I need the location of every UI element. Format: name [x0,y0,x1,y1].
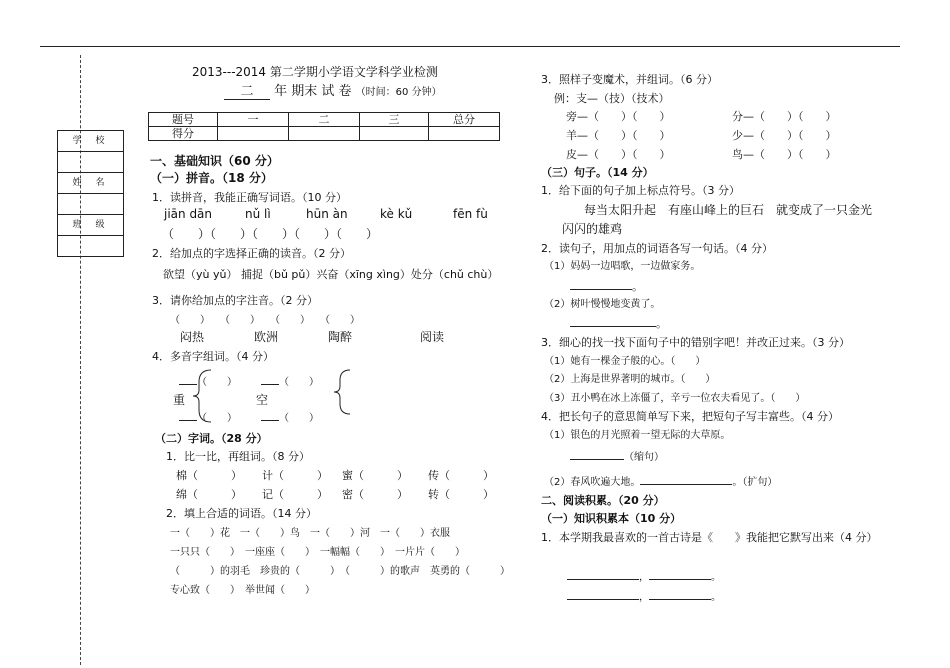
pinyin-answer-blanks[interactable]: （ ）（ ）（ ）（ ）（ ） [162,227,379,241]
typo-1[interactable]: （1）她有一棵金子般的心。（ ） [544,356,706,367]
poem-line-2[interactable]: ， 。 [567,588,721,603]
polyphone-blank[interactable]: （ ） [261,373,319,388]
transform-example: 例：支—（技）（技术） [554,92,670,105]
name-label: 姓名 [58,173,123,194]
compare-item[interactable]: 传（ ） [428,469,494,482]
rewrite-1-hint: （缩句） [624,452,664,463]
class-label: 班级 [58,215,123,236]
transform-item[interactable]: 鸟—（ ）（ ） [732,148,837,161]
exam-subtitle [224,80,442,100]
q-compare: 1．比一比，再组词。（8 分） [166,450,310,463]
typo-3[interactable]: （3）丑小鸭在冰上冻僵了，辛亏一位农夫看见了。（ ） [544,393,806,404]
q-make-sentence: 2．读句子，用加点的词语各写一句话。（4 分） [541,242,773,255]
school-field[interactable] [58,152,123,173]
pronunciation-items: 欲望（yù yǔ） 捕捉（bǔ pǔ）兴奋（xīng xìng）处分（chǔ chù） [163,268,499,281]
q-poem: 1．本学期我最喜欢的一首古诗是《 》我能把它默写出来（4 分） [541,531,878,544]
top-rule [40,46,900,47]
q-pinyin-write: 1．读拼音，我能正确写词语。（10 分） [152,191,347,204]
transform-item[interactable]: 少—（ ）（ ） [732,129,837,142]
pinyin-1: jiān dān [164,207,213,221]
pinyin-5: fēn fù [453,207,488,221]
score-header-cell: 总分 [429,113,500,127]
punctuation-text-1: 每当太阳升起 有座山峰上的巨石 就变成了一只金光 [584,203,873,217]
pinyin-4: kè kǔ [380,207,413,221]
poem-line-1[interactable]: ， 。 [567,568,721,583]
pinyin-3: hūn àn [306,207,348,221]
annotate-word-3: 陶醉 [328,330,353,344]
subsection-knowledge: （一）知识积累本（10 分） [541,512,682,525]
annotate-word-1: 闷热 [180,330,205,344]
score-header-cell: 三 [360,113,429,127]
q-rewrite: 4．把长句子的意思简单写下来，把短句子写丰富些。（4 分） [541,410,839,423]
section-reading: 二、阅读积累。（20 分） [541,494,665,507]
score-header-cell: 一 [218,113,289,127]
score-table [148,112,500,141]
q-fill-words: 2．填上合适的词语。（14 分） [166,507,317,520]
class-field[interactable] [58,236,123,256]
transform-item[interactable]: 分—（ ）（ ） [732,110,837,123]
polyphone-blank[interactable]: （ ） [261,409,319,424]
make-sentence-1: （1）妈妈一边唱歌，一边做家务。 [544,261,701,272]
score-header-cell: 题号 [149,113,218,127]
annotate-blanks[interactable]: （ ） （ ） （ ） （ ） [170,315,360,326]
q-polyphone: 4．多音字组词。（4 分） [152,350,274,363]
fill-row-1[interactable]: 一（ ）花 一（ ）鸟 一（ ）河 一（ ）衣服 [170,528,450,539]
q-pronunciation: 2．给加点的字选择正确的读音。（2 分） [152,247,351,260]
transform-item[interactable]: 旁—（ ）（ ） [566,110,671,123]
rewrite-1-answer[interactable] [570,448,664,463]
make-sentence-2: （2）树叶慢慢地变黄了。 [544,299,661,310]
score-cell[interactable] [218,127,289,141]
transform-item[interactable]: 皮—（ ）（ ） [566,148,671,161]
brace-right [328,368,358,416]
subsection-pinyin: （一）拼音。（18 分） [150,171,273,185]
typo-2[interactable]: （2）上海是世界著明的城市。（ ） [544,374,716,385]
q-punctuation: 1．给下面的句子加上标点符号。（3 分） [541,184,740,197]
subsection-words: （二）字词。（28 分） [155,432,268,445]
exam-time: （时间：60 分钟） [355,87,442,98]
answer-line-1[interactable]: 。 [570,278,643,294]
transform-item[interactable]: 羊—（ ）（ ） [566,129,671,142]
q-annotate: 3．请你给加点的字注音。（2 分） [152,294,318,307]
score-header-cell: 二 [289,113,360,127]
fill-row-3[interactable]: （ ）的羽毛 珍贵的（ ） （ ）的歌声 英勇的（ ） [170,566,510,577]
polyphone-char-1: 重 [173,393,186,407]
answer-line-2[interactable]: 。 [570,315,667,331]
compare-item[interactable]: 棉（ ） [176,469,242,482]
punctuation-text-2: 闪闪的雄鸡 [562,222,623,236]
section-basic: 一、基础知识（60 分） [150,154,279,168]
q-transform: 3．照样子变魔术，并组词。（6 分） [541,73,718,86]
rewrite-2[interactable]: （2）春风吹遍大地。 。（扩句） [544,477,778,488]
compare-item[interactable]: 计（ ） [262,469,328,482]
polyphone-blank[interactable]: （ ） [179,373,237,388]
fill-row-4[interactable]: 专心致（ ） 举世闻（ ） [170,585,315,596]
pinyin-2: nǔ lì [245,207,271,221]
rewrite-2-hint: 。（扩句） [732,477,778,488]
compare-item[interactable]: 蜜（ ） [342,469,408,482]
exam-title: 2013---2014 第二学期小学语文学科学业检测 [192,65,438,79]
grade: 二 [224,80,270,100]
annotate-word-4: 阅读 [420,330,445,344]
student-info-box [57,130,124,257]
q-typo: 3．细心的找一找下面句子中的错别字吧！并改正过来。（3 分） [541,336,850,349]
compare-item[interactable]: 记（ ） [262,488,328,501]
score-cell[interactable] [360,127,429,141]
compare-item[interactable]: 密（ ） [342,488,408,501]
rewrite-1: （1）银色的月光照着一望无际的大草原。 [544,430,731,441]
school-label: 学校 [58,131,123,152]
compare-item[interactable]: 转（ ） [428,488,494,501]
fill-row-2[interactable]: 一只只（ ） 一座座（ ） 一幅幅（ ） 一片片（ ） [170,547,465,558]
brace-left [185,368,215,424]
score-cell[interactable] [289,127,360,141]
subsection-sentences: （三）句子。（14 分） [541,166,654,179]
annotate-word-2: 欧洲 [254,330,279,344]
polyphone-char-2: 空 [256,393,269,407]
polyphone-blank[interactable]: （ ） [179,409,237,424]
score-row-label: 得分 [149,127,218,141]
score-cell[interactable] [429,127,500,141]
exam-kind: 年 期末 试 卷 [274,84,352,99]
name-field[interactable] [58,194,123,215]
compare-item[interactable]: 绵（ ） [176,488,242,501]
